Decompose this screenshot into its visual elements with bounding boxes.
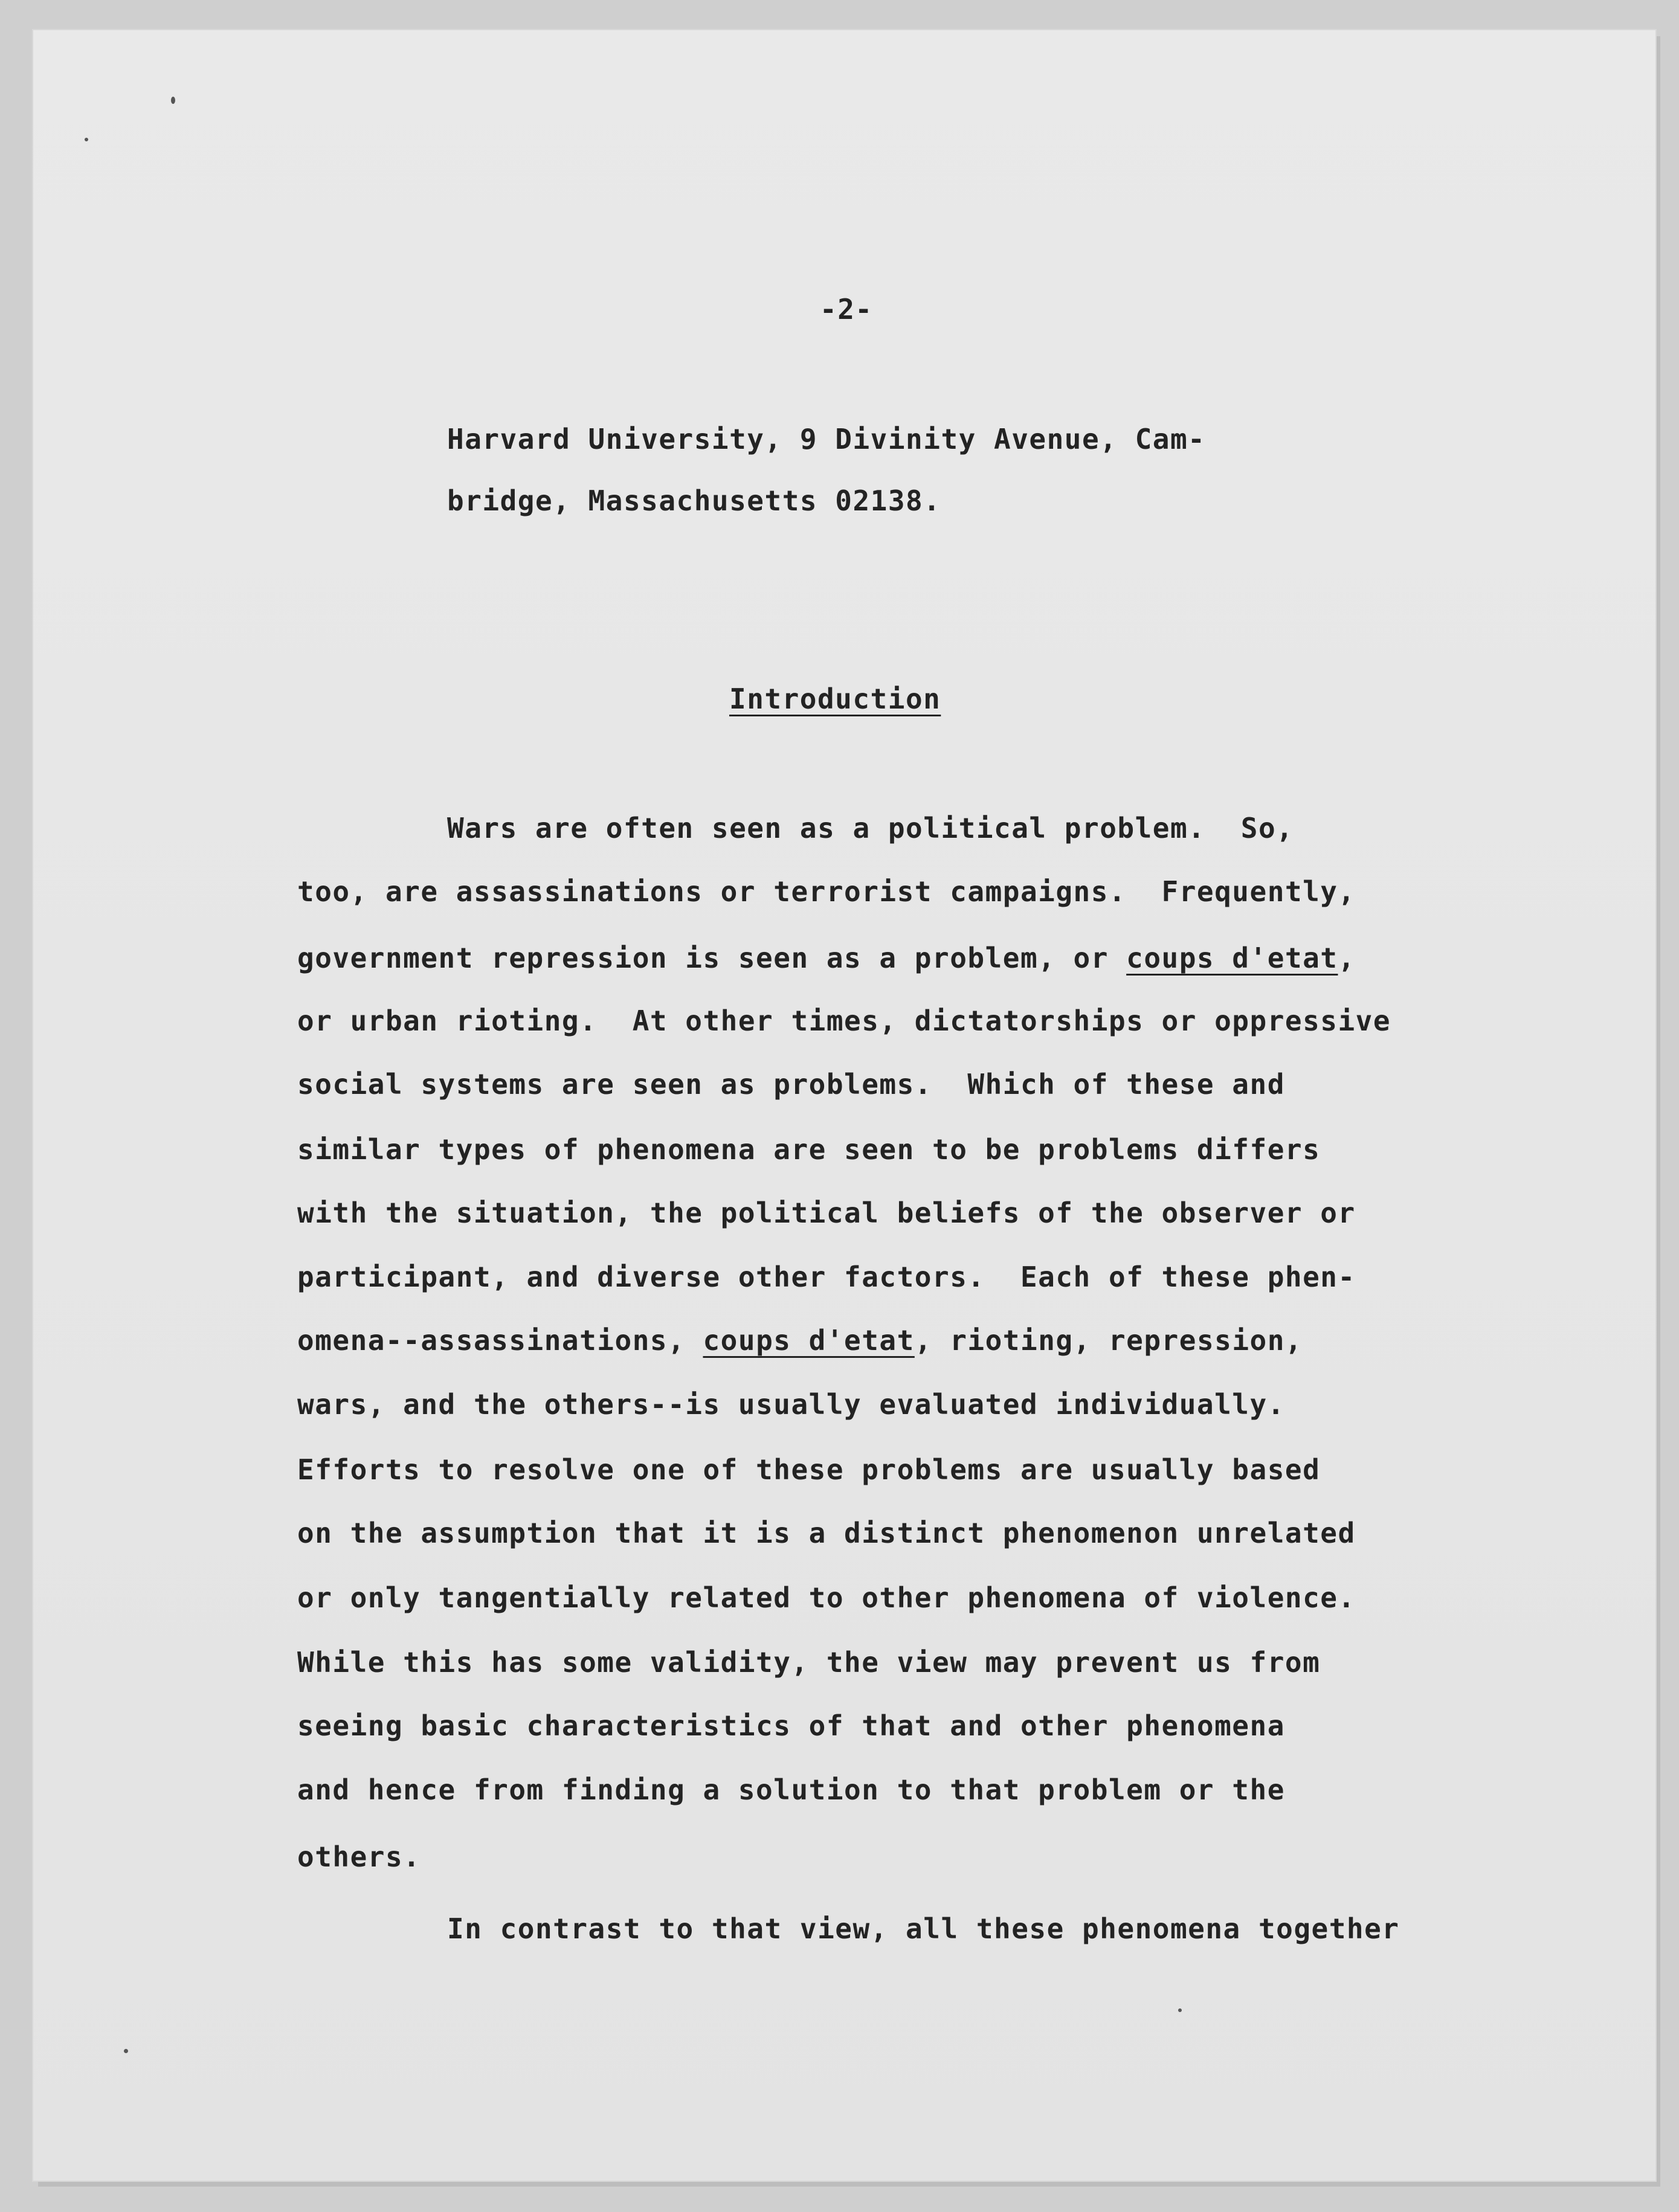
document-page: [33, 30, 1655, 2181]
address-line-1: Harvard University, 9 Divinity Avenue, Cam-: [447, 423, 1206, 455]
address-line-2: bridge, Massachusetts 02138.: [447, 484, 941, 517]
paragraph-1-line: with the situation, the political beliefs of the observer or: [297, 1197, 1356, 1229]
section-heading: Introduction: [729, 683, 941, 715]
paragraph-2-line: In contrast to that view, all these phenomena together: [447, 1912, 1400, 1945]
paragraph-1-line: Efforts to resolve one of these problems are usually based: [297, 1453, 1321, 1486]
italic-term-underlined: coups d'etat: [703, 1324, 915, 1357]
page-number: -2-: [820, 293, 873, 326]
paragraph-1-line: seeing basic characteristics of that and other phenomena: [297, 1709, 1285, 1742]
text-run: omena--assassinations,: [297, 1324, 703, 1357]
paragraph-1-line: or urban rioting. At other times, dictatorships or oppressive: [297, 1005, 1391, 1037]
paragraph-1-line: social systems are seen as problems. Which of these and: [297, 1068, 1285, 1101]
paragraph-1-line: similar types of phenomena are seen to be problems differs: [297, 1133, 1321, 1166]
paragraph-1-line: wars, and the others--is usually evaluated individually.: [297, 1388, 1285, 1421]
paragraph-1-line: Wars are often seen as a political problem. So,: [447, 812, 1294, 844]
paragraph-1-line: [297, 940, 1356, 976]
dust-speck: [85, 138, 88, 141]
paragraph-1-line: participant, and diverse other factors. Each of these phen-: [297, 1261, 1356, 1293]
dust-speck: [171, 97, 175, 104]
text-run: government repression is seen as a problem, or: [297, 942, 1127, 974]
paragraph-1-line: others.: [297, 1841, 421, 1873]
text-run: , rioting, repression,: [914, 1324, 1303, 1357]
text-run: ,: [1338, 942, 1356, 974]
paragraph-1-line: too, are assassinations or terrorist campaigns. Frequently,: [297, 875, 1356, 908]
paragraph-1-line: [297, 1322, 1303, 1358]
italic-term-underlined: coups d'etat: [1126, 942, 1338, 974]
dust-speck: [124, 2049, 128, 2053]
paragraph-1-line: on the assumption that it is a distinct phenomenon unrelated: [297, 1517, 1356, 1549]
paragraph-1-line: or only tangentially related to other phenomena of violence.: [297, 1581, 1356, 1614]
paragraph-1-line: While this has some validity, the view may prevent us from: [297, 1646, 1321, 1679]
paragraph-1-line: and hence from finding a solution to that problem or the: [297, 1773, 1285, 1806]
dust-speck: [1178, 2008, 1182, 2012]
